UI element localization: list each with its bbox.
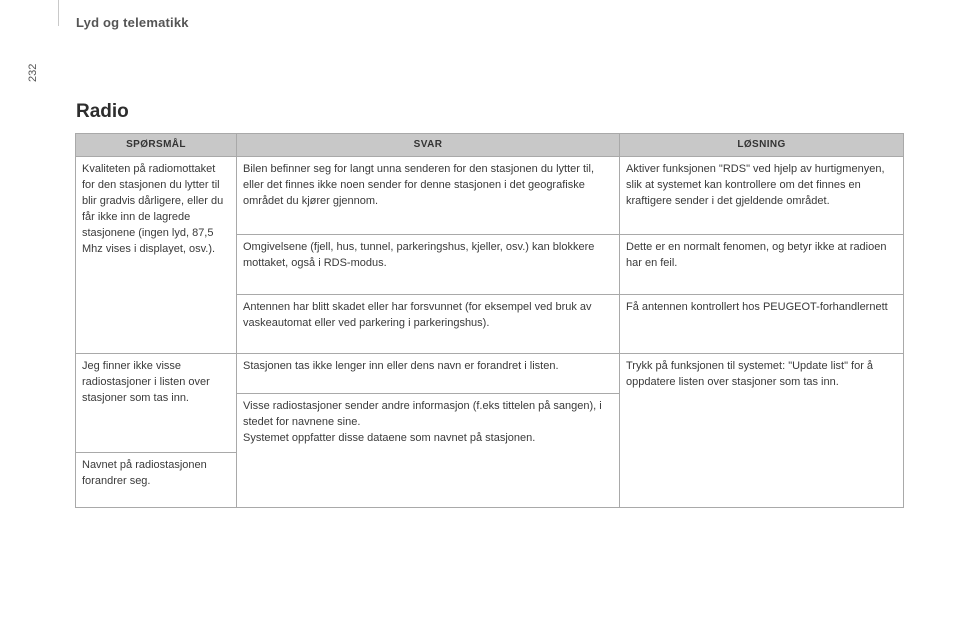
question-cell: Kvaliteten på radiomottaket for den stasjonen du lytter til blir gradvis dårligere, eller du får ikke inn de lagrede stasjonene (ingen lyd, 87,5 Mhz vises i displayet, osv.). (76, 157, 237, 354)
troubleshooting-table (75, 133, 904, 508)
chapter-title: Lyd og telematikk (76, 15, 189, 30)
page-number (27, 64, 39, 82)
answer-cell (237, 394, 620, 508)
answer-cell: Antennen har blitt skadet eller har forsvunnet (for eksempel ved bruk av vaskeautomat eller ved parkering i parkeringshus). (237, 295, 620, 354)
answer-cell: Stasjonen tas ikke lenger inn eller dens navn er forandret i listen. (237, 354, 620, 394)
solution-cell: Få antennen kontrollert hos PEUGEOT-forhandlernett (620, 295, 904, 354)
question-cell: Navnet på radiostasjonen forandrer seg. (76, 453, 237, 508)
column-header-solution: LØSNING (620, 134, 904, 157)
answer-cell: Bilen befinner seg for langt unna senderen for den stasjonen du lytter til, eller det finnes ikke noen sender for denne stasjonen i det geografiske området du kjører gjennom. (237, 157, 620, 235)
question-cell: Jeg finner ikke visse radiostasjoner i listen over stasjoner som tas inn. (76, 354, 237, 453)
column-header-answer: SVAR (237, 134, 620, 157)
answer-line: Visse radiostasjoner sender andre informasjon (f.eks tittelen på sangen), i stedet for navnene sine. (243, 400, 602, 428)
column-header-question: SPØRSMÅL (76, 134, 237, 157)
table-row (76, 157, 904, 235)
table-header-row (76, 134, 904, 157)
section-title: Radio (76, 101, 129, 122)
solution-cell: Aktiver funksjonen "RDS" ved hjelp av hurtigmenyen, slik at systemet kan kontrollere om det finnes en kraftigere sender i det gjeldende området. (620, 157, 904, 235)
solution-cell: Dette er en normalt fenomen, og betyr ikke at radioen har en feil. (620, 235, 904, 295)
header-divider (58, 0, 59, 26)
page-number-text: 232 (27, 63, 39, 82)
table-row (76, 354, 904, 394)
solution-cell: Trykk på funksjonen til systemet: "Update list" for å oppdatere listen over stasjoner som tas inn. (620, 354, 904, 508)
answer-cell: Omgivelsene (fjell, hus, tunnel, parkeringshus, kjeller, osv.) kan blokkere mottaket, også i RDS-modus. (237, 235, 620, 295)
answer-line: Systemet oppfatter disse dataene som navnet på stasjonen. (243, 432, 536, 444)
